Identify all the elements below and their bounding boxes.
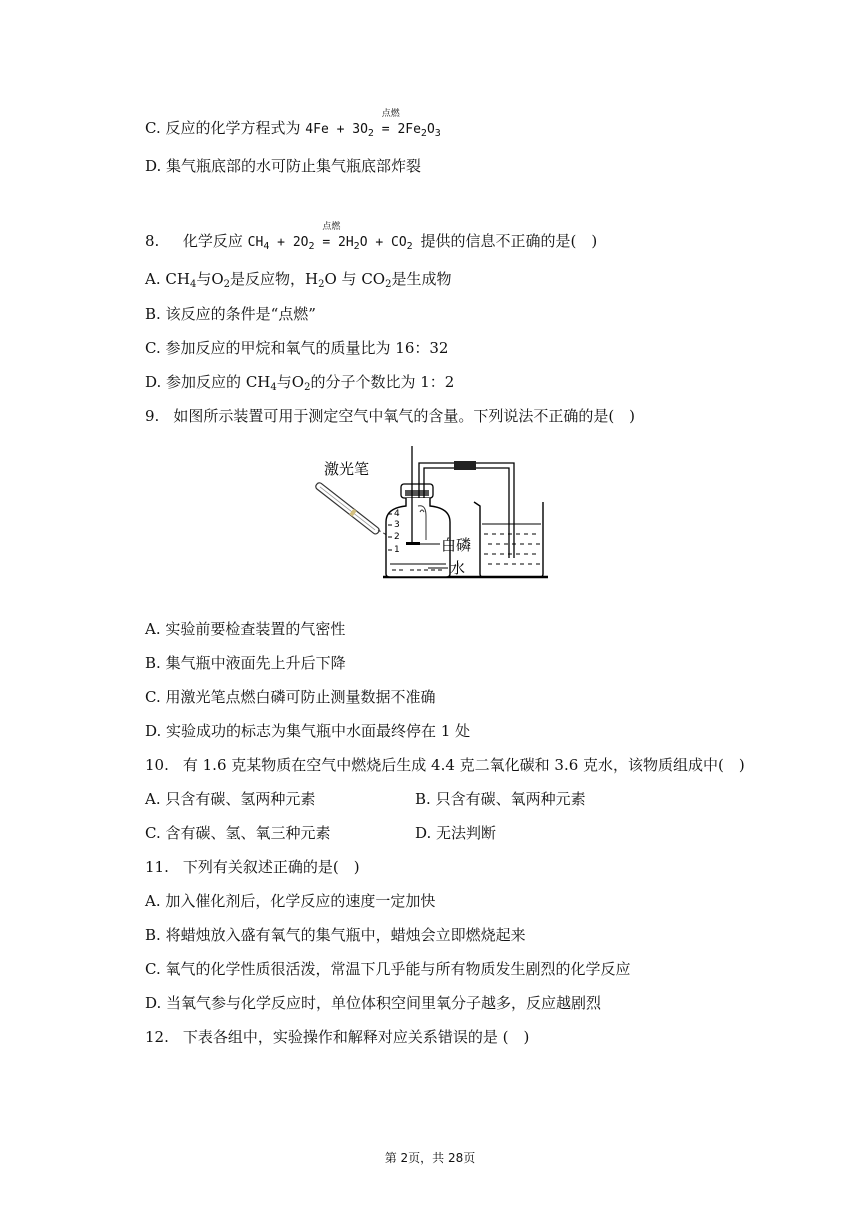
chemical-equation: $4Fe + 3O_2$ 点燃 = $2Fe_2O_3$: [305, 109, 441, 139]
q10-stem: [145, 755, 745, 775]
option-text: 反应的化学方程式为: [165, 119, 301, 137]
question-text: 有 1.6 克某物质在空气中燃烧后生成 4.4 克二氧化碳和 3.6 克水，该物质组成中( ): [182, 756, 745, 774]
question-number: 12.: [145, 1028, 169, 1046]
q10-options-row-2: [145, 823, 745, 843]
option-prefix: D.: [145, 157, 162, 175]
q11-option-c: C. 氧气的化学性质很活泼，常温下几乎能与所有物质发生剧烈的化学反应: [145, 960, 631, 978]
scale-mark-2: 2: [394, 532, 400, 542]
q8-option-d: D. 参加反应的 $CH_4$与$O_2$的分子个数比为 1：2: [145, 373, 455, 393]
scale-mark-4: 4: [394, 509, 400, 519]
q11-option-d: D. 当氧气参与化学反应时，单位体积空间里氧分子越多，反应越剧烈: [145, 994, 602, 1012]
q7-option-c: [145, 109, 441, 140]
q9-option-b: B. 集气瓶中液面先上升后下降: [145, 654, 346, 672]
q9-option-d: D. 实验成功的标志为集气瓶中水面最终停在 1 处: [145, 722, 471, 740]
laser-pen-icon: [315, 482, 381, 536]
q9-option-c: C. 用激光笔点燃白磷可防止测量数据不准确: [145, 688, 436, 706]
q8-stem: [145, 222, 598, 253]
reaction-condition: 点燃: [381, 109, 400, 119]
experiment-apparatus-figure: [308, 446, 558, 581]
q10-option-a: A. 只含有碳、氢两种元素: [145, 790, 316, 808]
q12-stem: [145, 1027, 529, 1047]
gas-collecting-bottle: [386, 446, 450, 577]
q10-option-d: D. 无法判断: [415, 824, 497, 842]
q9-stem: [145, 406, 635, 426]
q10-option-b: B. 只含有碳、氧两种元素: [415, 790, 586, 808]
reaction-condition: 点燃: [322, 222, 341, 232]
q7-option-d: [145, 156, 421, 176]
chemical-equation: $CH_4 + 2O_2$ 点燃 = $2H_2O + CO_2$: [247, 222, 413, 252]
white-phosphorus: [406, 542, 420, 545]
label-water: 水: [450, 559, 466, 577]
q8-option-c: C. 参加反应的甲烷和氧气的质量比为 16：32: [145, 339, 449, 357]
clamp: [454, 461, 476, 470]
scale-mark-3: 3: [394, 520, 400, 530]
question-text: 如图所示装置可用于测定空气中氧气的含量。下列说法不正确的是( ): [173, 407, 636, 425]
q9-option-a: A. 实验前要检查装置的气密性: [145, 620, 346, 638]
q11-option-a: A. 加入催化剂后，化学反应的速度一定加快: [145, 892, 436, 910]
label-white-phosphorus: 白磷: [441, 536, 472, 554]
q8-option-a: A. $CH_4$与$O_2$是反应物，$H_2O$ 与 $CO_2$是生成物: [145, 270, 452, 290]
question-number: 8.: [145, 232, 160, 250]
question-text: 下列有关叙述正确的是( ): [182, 858, 360, 876]
q10-option-c: C. 含有碳、氢、氧三种元素: [145, 824, 331, 842]
q11-option-b: B. 将蜡烛放入盛有氧气的集气瓶中，蜡烛会立即燃烧起来: [145, 926, 526, 944]
q10-options-row-1: [145, 789, 745, 809]
rubber-stopper: [405, 490, 429, 496]
question-text: 化学反应: [182, 232, 243, 250]
question-number: 10.: [145, 756, 169, 774]
page-footer: 第 2页，共 28页: [384, 1151, 476, 1165]
question-number: 11.: [145, 858, 169, 876]
scale-mark-1: 1: [394, 545, 400, 555]
q8-option-b: B. 该反应的条件是“点燃”: [145, 305, 316, 323]
q11-stem: [145, 857, 360, 877]
option-text: 集气瓶底部的水可防止集气瓶底部炸裂: [166, 157, 422, 175]
question-number: 9.: [145, 407, 160, 425]
label-laser-pen: 激光笔: [324, 460, 370, 478]
question-text: 下表各组中，实验操作和解释对应关系错误的是 ( ): [182, 1028, 530, 1046]
question-text-end: 提供的信息不正确的是( ): [420, 232, 598, 250]
option-prefix: C.: [145, 119, 161, 137]
